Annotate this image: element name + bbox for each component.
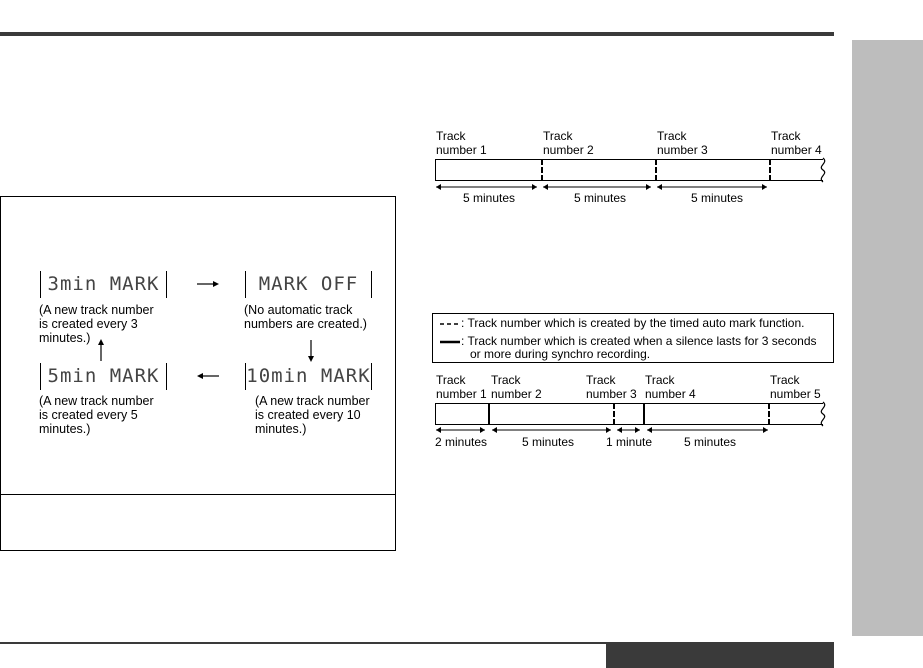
legend-solid-text-1: : Track number which is created when a silence lasts for 3 seconds bbox=[461, 334, 817, 348]
d2-label-track-5: Track number 5 bbox=[770, 373, 821, 401]
d1-label-track-1: Track number 1 bbox=[436, 129, 487, 157]
legend-solid-text-2: or more during synchro recording. bbox=[470, 347, 651, 361]
arrow-down-icon bbox=[308, 340, 314, 362]
arrow-up-icon bbox=[98, 339, 104, 361]
caption-off: (No automatic track numbers are created.) bbox=[244, 303, 367, 331]
d2-mark-4 bbox=[643, 403, 645, 425]
d2-label-track-2: Track number 2 bbox=[491, 373, 542, 401]
d1-tape-continues-icon bbox=[818, 157, 832, 183]
d2-mark-2 bbox=[488, 403, 490, 425]
d1-mark-2 bbox=[541, 159, 543, 181]
d2-duration-1: 2 minutes bbox=[435, 435, 488, 449]
panel-divider bbox=[1, 494, 395, 495]
d1-mark-4 bbox=[769, 159, 771, 181]
d1-duration-1: 5 minutes bbox=[463, 191, 516, 205]
d1-label-track-3: Track number 3 bbox=[657, 129, 708, 157]
lcd-3min-mark: 3min MARK bbox=[40, 271, 167, 298]
d1-label-track-2: Track number 2 bbox=[543, 129, 594, 157]
d1-label-track-4: Track number 4 bbox=[771, 129, 822, 157]
lcd-5min-mark: 5min MARK bbox=[40, 363, 167, 390]
side-tab bbox=[852, 40, 923, 636]
footer-block bbox=[606, 644, 834, 668]
caption-5min: (A new track number is created every 5 minutes.) bbox=[39, 394, 154, 436]
arrow-right-icon bbox=[197, 281, 219, 287]
d2-mark-3 bbox=[613, 403, 615, 425]
arrow-left-icon bbox=[197, 373, 219, 379]
legend-box bbox=[432, 313, 834, 363]
d2-duration-4: 5 minutes bbox=[684, 435, 737, 449]
top-rule bbox=[0, 32, 834, 36]
lcd-mark-off: MARK OFF bbox=[245, 271, 372, 298]
caption-10min: (A new track number is created every 10 minutes.) bbox=[255, 394, 370, 436]
d2-label-track-3: Track number 3 bbox=[586, 373, 637, 401]
caption-3min: (A new track number is created every 3 minutes.) bbox=[39, 303, 154, 345]
d2-label-track-4: Track number 4 bbox=[645, 373, 696, 401]
d2-tape-continues-icon bbox=[818, 401, 832, 427]
d1-tape-bar bbox=[435, 159, 823, 181]
d2-label-track-1: Track number 1 bbox=[436, 373, 487, 401]
d2-mark-5 bbox=[768, 403, 770, 425]
legend-dashed-text: : Track number which is created by the timed auto mark function. bbox=[461, 316, 805, 330]
d2-duration-2: 5 minutes bbox=[522, 435, 575, 449]
mark-mode-panel bbox=[0, 196, 396, 551]
d1-duration-3: 5 minutes bbox=[691, 191, 744, 205]
lcd-10min-mark: 10min MARK bbox=[245, 363, 372, 390]
cycle-arrows bbox=[1, 197, 395, 493]
legend-symbols bbox=[439, 320, 461, 352]
d1-mark-3 bbox=[655, 159, 657, 181]
d2-duration-3: 1 minute bbox=[606, 435, 653, 449]
d2-tape-bar bbox=[435, 403, 823, 425]
d1-duration-2: 5 minutes bbox=[574, 191, 627, 205]
